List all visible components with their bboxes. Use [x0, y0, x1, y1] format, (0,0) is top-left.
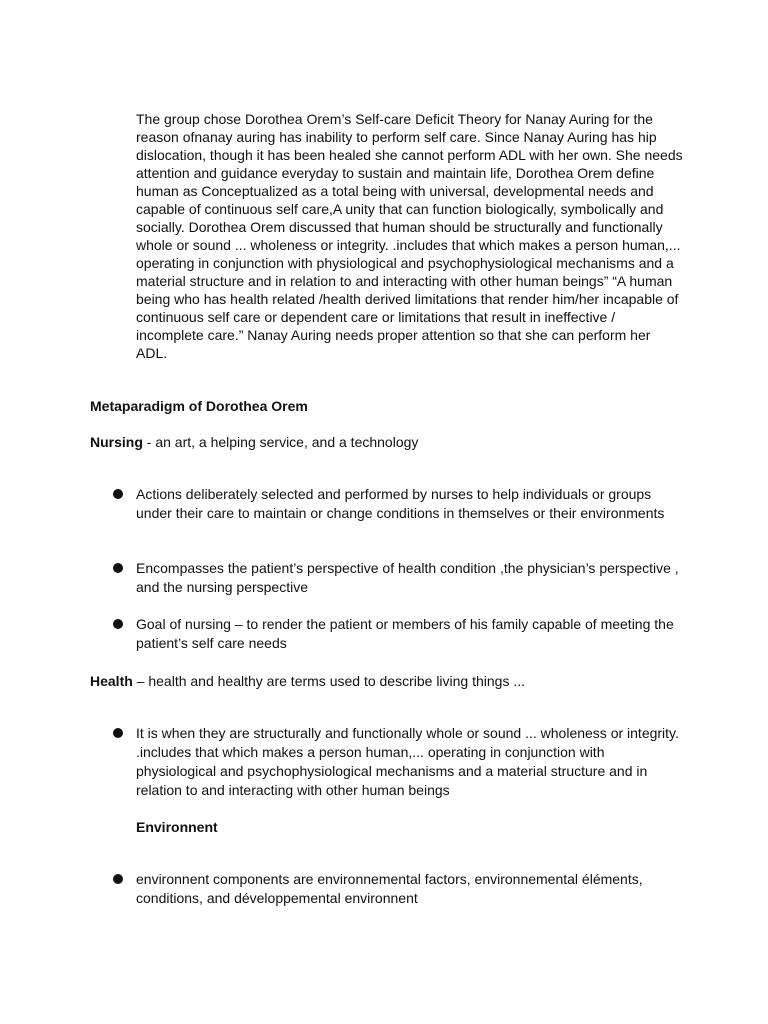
- health-term: Health: [90, 673, 133, 689]
- bullet-icon: [113, 489, 123, 499]
- environment-heading: Environnent: [136, 819, 218, 835]
- health-definition-text: – health and healthy are terms used to describe living things ...: [132, 673, 526, 689]
- nursing-definition: [90, 433, 690, 451]
- list-item-text: Actions deliberately selected and performed by nurses to help individuals or groups under their care to maintain or change conditions in themselves or their environments: [136, 486, 665, 521]
- intro-paragraph: The group chose Dorothea Orem’s Self-care Deficit Theory for Nanay Auring for the reason ofnanay auring has inability to perform self care. Since Nanay Auring has hip dislocation, though it has been healed she cannot perform ADL with her own. She needs attention and guidance everyday to sustain and maintain life, Dorothea Orem define human as Conceptualized as a total being with universal, developmental needs and capable of continuous self care,A unity that can function biologically, symbolically and socially. Dorothea Orem discussed that human should be structurally and functionally whole or sound ... wholeness or integrity. .includes that which makes a person human,... operating in conjunction with physiological and psychophysiological mechanisms and a material structure and in relation to and interacting with other human beings” “A human being who has health related /health derived limitations that render him/her incapable of continuous self care or dependent care or limitations that result in ineffective / incomplete care.” Nanay Auring needs proper attention so that she can perform her ADL.: [136, 111, 683, 361]
- list-item-text: It is when they are structurally and functionally whole or sound ... wholeness or integrity. .includes that which makes a person human,... operating in conjunction with physiological and psychophysiological mechanisms and a material structure and in relation to and interacting with other human beings: [136, 725, 679, 798]
- bullet-icon: [113, 728, 123, 738]
- bullet-icon: [113, 563, 123, 573]
- bullet-icon: [113, 874, 123, 884]
- list-item: [113, 559, 683, 597]
- list-item: [113, 485, 683, 523]
- list-item: [113, 615, 683, 653]
- metaparadigm-heading: Metaparadigm of Dorothea Orem: [90, 398, 308, 414]
- list-item: [113, 724, 683, 800]
- bullet-icon: [113, 619, 123, 629]
- list-item-text: environnent components are environnemental factors, environnemental éléments, conditions, and développemental environnent: [136, 871, 643, 906]
- nursing-term: Nursing: [90, 434, 143, 450]
- list-item: [113, 870, 683, 908]
- health-definition: [90, 672, 690, 690]
- list-item-text: Goal of nursing – to render the patient or members of his family capable of meeting the patient’s self care needs: [136, 616, 674, 651]
- nursing-definition-text: - an art, a helping service, and a technology: [142, 434, 419, 450]
- list-item-text: Encompasses the patient’s perspective of health condition ,the physician’s perspective , and the nursing perspective: [136, 560, 679, 595]
